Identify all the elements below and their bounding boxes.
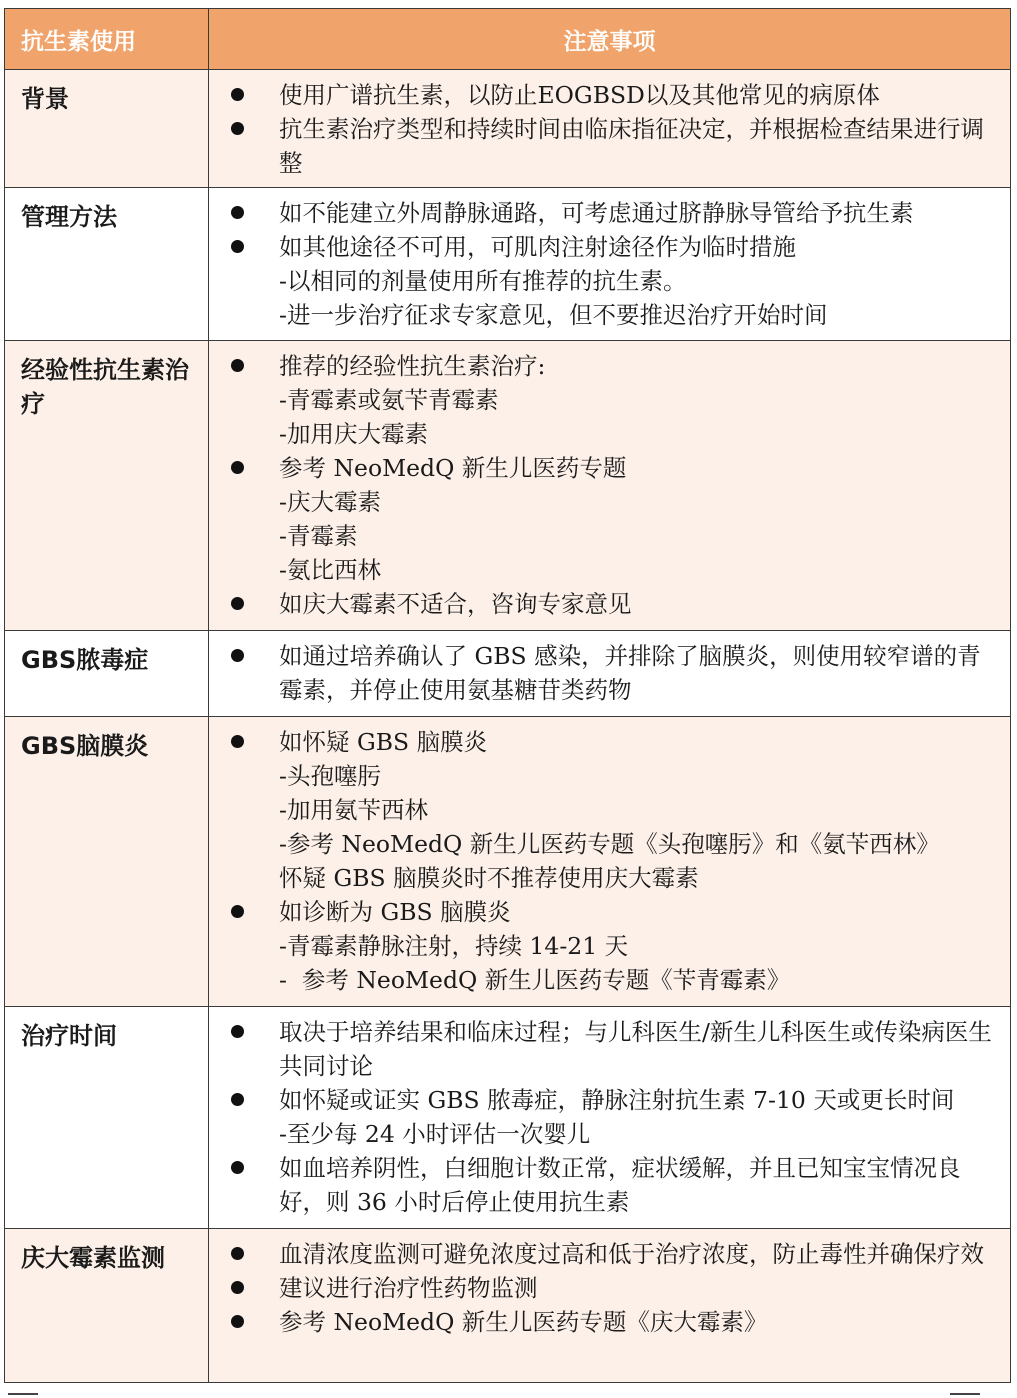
list-item — [209, 383, 996, 417]
list-item — [209, 519, 996, 553]
list-item-text: 如怀疑或证实 GBS 脓毒症，静脉注射抗生素 7-10 天或更长时间 — [279, 1086, 955, 1114]
list-item-text: 取决于培养结果和临床过程；与儿科医生/新生儿科医生或传染病医生共同讨论 — [279, 1018, 992, 1080]
list-item — [209, 553, 996, 587]
indent-spacer — [209, 485, 279, 519]
indent-spacer — [209, 929, 279, 963]
list-item — [209, 1151, 996, 1219]
list-item-text: 参考 NeoMedQ 新生儿医药专题 — [279, 454, 627, 482]
list-item — [209, 963, 996, 997]
bullet-icon — [209, 1271, 279, 1305]
list-item — [209, 827, 996, 861]
indent-spacer — [209, 793, 279, 827]
bullet-dot-icon — [231, 240, 244, 253]
row-content — [209, 341, 1011, 631]
table-header-row — [5, 9, 1011, 70]
list-item-text: -参考 NeoMedQ 新生儿医药专题《头孢噻肟》和《氨苄西林》 — [279, 830, 940, 858]
list-item — [209, 417, 996, 451]
table-row — [5, 631, 1011, 717]
list-item — [209, 196, 996, 230]
list-item-text: -庆大霉素 — [279, 488, 381, 516]
bullet-dot-icon — [231, 88, 244, 101]
list-item-text: -加用氨苄西林 — [279, 796, 428, 824]
list-item-text: 如血培养阴性，白细胞计数正常，症状缓解，并且已知宝宝情况良好，则 36 小时后停止使用抗生素 — [279, 1154, 961, 1216]
indent-spacer — [209, 519, 279, 553]
list-item-text: 建议进行治疗性药物监测 — [279, 1274, 538, 1302]
row-content — [209, 1229, 1011, 1383]
indent-spacer — [209, 861, 279, 895]
bullet-icon — [209, 1237, 279, 1271]
indent-spacer — [209, 383, 279, 417]
list-item — [209, 1015, 996, 1083]
bullet-icon — [209, 1015, 279, 1083]
indent-spacer — [209, 759, 279, 793]
list-item — [209, 1083, 996, 1117]
bullet-icon — [209, 78, 279, 112]
list-item-text: - 参考 NeoMedQ 新生儿医药专题《苄青霉素》 — [279, 966, 791, 994]
bullet-icon — [209, 1305, 279, 1339]
list-item-text: -青霉素 — [279, 522, 358, 550]
bullet-dot-icon — [231, 905, 244, 918]
list-item — [209, 78, 996, 112]
page-edge-marks — [0, 1390, 1017, 1398]
list-item — [209, 298, 996, 332]
table-row — [5, 717, 1011, 1007]
list-item-text: 使用广谱抗生素，以防止EOGBSD以及其他常见的病原体 — [279, 81, 880, 109]
bullet-dot-icon — [231, 649, 244, 662]
bullet-icon — [209, 349, 279, 383]
list-item-text: 如怀疑 GBS 脑膜炎 — [279, 728, 488, 756]
list-item — [209, 861, 996, 895]
row-label: 背景 — [5, 70, 209, 188]
bullet-dot-icon — [231, 1281, 244, 1294]
list-item-text: 如诊断为 GBS 脑膜炎 — [279, 898, 511, 926]
list-item — [209, 451, 996, 485]
table-row — [5, 1007, 1011, 1229]
list-item-text: 推荐的经验性抗生素治疗: — [279, 352, 546, 380]
list-item-text: -以相同的剂量使用所有推荐的抗生素。 — [279, 267, 687, 295]
bullet-dot-icon — [231, 461, 244, 474]
indent-spacer — [209, 553, 279, 587]
list-item — [209, 1305, 996, 1339]
list-item-text: -头孢噻肟 — [279, 762, 381, 790]
bullet-dot-icon — [231, 122, 244, 135]
row-label: 治疗时间 — [5, 1007, 209, 1229]
bullet-icon — [209, 587, 279, 621]
table-row — [5, 70, 1011, 188]
list-item-text: -青霉素或氨苄青霉素 — [279, 386, 499, 414]
list-item — [209, 112, 996, 180]
row-label: 庆大霉素监测 — [5, 1229, 209, 1383]
list-item-text: 血清浓度监测可避免浓度过高和低于治疗浓度，防止毒性并确保疗效 — [279, 1240, 984, 1268]
row-content — [209, 631, 1011, 717]
list-item-text: -青霉素静脉注射，持续 14-21 天 — [279, 932, 629, 960]
list-item — [209, 230, 996, 264]
list-item — [209, 485, 996, 519]
row-content — [209, 70, 1011, 188]
list-item — [209, 264, 996, 298]
edge-mark-right — [950, 1393, 980, 1395]
list-item-text: 抗生素治疗类型和持续时间由临床指征决定，并根据检查结果进行调整 — [279, 115, 984, 177]
bullet-dot-icon — [231, 359, 244, 372]
row-content — [209, 717, 1011, 1007]
list-item-text: -氨比西林 — [279, 556, 381, 584]
bullet-dot-icon — [231, 1161, 244, 1174]
list-item — [209, 349, 996, 383]
list-item-text: 参考 NeoMedQ 新生儿医药专题《庆大霉素》 — [279, 1308, 768, 1336]
list-item — [209, 895, 996, 929]
list-item — [209, 1237, 996, 1271]
list-item-text: 如通过培养确认了 GBS 感染，并排除了脑膜炎，则使用较窄谱的青霉素，并停止使用氨基糖苷类药物 — [279, 642, 981, 704]
bullet-icon — [209, 1083, 279, 1117]
list-item-text: 怀疑 GBS 脑膜炎时不推荐使用庆大霉素 — [279, 864, 699, 892]
row-label: GBS脓毒症 — [5, 631, 209, 717]
list-item — [209, 639, 996, 707]
bullet-icon — [209, 1151, 279, 1219]
bullet-icon — [209, 639, 279, 707]
bullet-dot-icon — [231, 735, 244, 748]
bullet-icon — [209, 112, 279, 180]
list-item-text: -至少每 24 小时评估一次婴儿 — [279, 1120, 591, 1148]
row-content — [209, 1007, 1011, 1229]
row-label: 经验性抗生素治疗 — [5, 341, 209, 631]
bullet-icon — [209, 196, 279, 230]
list-item — [209, 929, 996, 963]
row-label: 管理方法 — [5, 188, 209, 341]
list-item — [209, 1271, 996, 1305]
list-item-text: 如不能建立外周静脉通路，可考虑通过脐静脉导管给予抗生素 — [279, 199, 914, 227]
list-item — [209, 793, 996, 827]
antibiotic-table — [4, 8, 1011, 1383]
table-row — [5, 188, 1011, 341]
header-antibiotic-use: 抗生素使用 — [5, 9, 209, 70]
table-row — [5, 341, 1011, 631]
indent-spacer — [209, 264, 279, 298]
list-item — [209, 759, 996, 793]
list-item-text: -加用庆大霉素 — [279, 420, 428, 448]
list-item-text: -进一步治疗征求专家意见，但不要推迟治疗开始时间 — [279, 301, 828, 329]
indent-spacer — [209, 963, 279, 997]
list-item — [209, 587, 996, 621]
bullet-dot-icon — [231, 1093, 244, 1106]
bullet-icon — [209, 451, 279, 485]
row-content — [209, 188, 1011, 341]
indent-spacer — [209, 1117, 279, 1151]
list-item — [209, 725, 996, 759]
table-body — [5, 70, 1011, 1383]
bullet-icon — [209, 230, 279, 264]
indent-spacer — [209, 298, 279, 332]
indent-spacer — [209, 827, 279, 861]
bullet-dot-icon — [231, 1315, 244, 1328]
list-item-text: 如庆大霉素不适合，咨询专家意见 — [279, 590, 632, 618]
bullet-dot-icon — [231, 1247, 244, 1260]
header-notes: 注意事项 — [209, 9, 1011, 70]
row-label: GBS脑膜炎 — [5, 717, 209, 1007]
list-item — [209, 1117, 996, 1151]
edge-mark-left — [8, 1393, 38, 1395]
bullet-icon — [209, 725, 279, 759]
bullet-dot-icon — [231, 1025, 244, 1038]
list-item-text: 如其他途径不可用，可肌肉注射途径作为临时措施 — [279, 233, 796, 261]
bullet-dot-icon — [231, 597, 244, 610]
table-row — [5, 1229, 1011, 1383]
indent-spacer — [209, 417, 279, 451]
table-wrapper — [4, 8, 1010, 1383]
bullet-icon — [209, 895, 279, 929]
bullet-dot-icon — [231, 206, 244, 219]
